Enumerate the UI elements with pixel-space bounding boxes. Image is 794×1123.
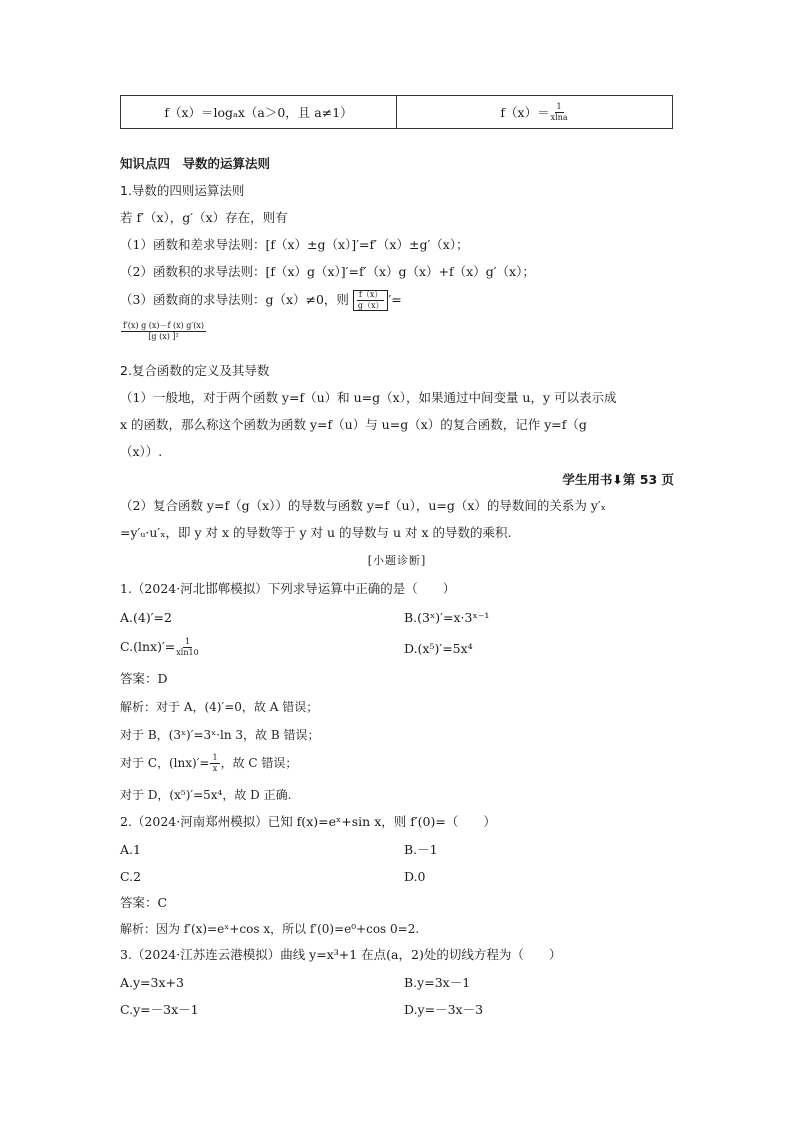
composite-deriv-line1: （2）复合函数 y=f（g（x））的导数与函数 y=f（u），u=g（x）的导数间的关系为 y′ₓ <box>120 498 607 513</box>
fraction-numerator: 1 <box>556 101 562 111</box>
table-right-fraction <box>551 103 568 122</box>
subheading-composite: 2.复合函数的定义及其导数 <box>120 363 270 378</box>
question-2-option-a: A.1 <box>120 842 141 857</box>
quotient-bracket <box>353 290 388 311</box>
composite-deriv-line2: =y′ᵤ·u′ₓ，即 y 对 x 的导数等于 y 对 u 的导数与 u 对 x 的导数的乘积. <box>120 525 512 540</box>
fraction-numerator: f（x） <box>358 290 383 299</box>
quotient-result <box>120 322 207 341</box>
analysis-c-text: 对于 C，(lnx)′= <box>120 756 210 770</box>
fraction-denominator: g（x） <box>357 301 384 310</box>
question-1-option-c <box>120 638 200 657</box>
rule-sum-difference: （1）函数和差求导法则：[f（x）±g（x）]′=f′（x）±g′（x）； <box>120 237 469 252</box>
fraction-denominator: x <box>212 764 218 773</box>
rule-product: （2）函数积的求导法则：[f（x）g（x）]′=f′（x）g（x）+f（x）g′（x）； <box>120 264 535 279</box>
quotient-fraction <box>357 291 384 310</box>
analysis-c-suffix: ，故 C 错误； <box>220 756 298 770</box>
question-1-answer: 答案：D <box>120 671 168 686</box>
table-cell-right <box>396 96 672 128</box>
rule-quotient <box>120 290 402 311</box>
fraction-numerator: 1 <box>184 637 191 646</box>
analysis-c-fraction <box>210 754 219 773</box>
fraction-denominator: [g (x) ]² <box>148 332 179 341</box>
fraction-denominator: xln10 <box>176 648 199 657</box>
rule-quotient-suffix: ′= <box>388 292 402 307</box>
question-2-stem: 2.（2024·河南郑州模拟）已知 f(x)=eˣ+sin x，则 f′(0)=（ ） <box>120 814 496 829</box>
rule-quotient-prefix: （3）函数商的求导法则：g（x）≠0，则 <box>120 292 349 307</box>
question-2-option-b: B.－1 <box>404 842 438 857</box>
composite-def-line1: （1）一般地，对于两个函数 y=f（u）和 u=g（x），如果通过中间变量 u，y 可以表示成 <box>120 390 617 405</box>
table-right-prefix: f（x）＝ <box>500 105 550 120</box>
rules-intro: 若 f′（x），g′（x）存在，则有 <box>120 210 288 225</box>
practice-tag: [小题诊断] <box>367 554 427 567</box>
question-2-option-c: C.2 <box>120 869 142 884</box>
question-3-stem: 3.（2024·江苏连云港模拟）曲线 y=x³+1 在点(a，2)处的切线方程为（ ） <box>120 947 562 962</box>
fraction-denominator: xlna <box>550 112 568 122</box>
question-1-analysis-b: 对于 B，(3ˣ)′=3ˣ·ln 3，故 B 错误； <box>120 728 320 742</box>
question-2-analysis: 解析：因为 f′(x)=eˣ+cos x，所以 f′(0)=e⁰+cos 0=2. <box>120 922 420 936</box>
question-1-option-b: B.(3ˣ)′=x·3ˣ⁻¹ <box>404 610 490 625</box>
question-2-answer: 答案：C <box>120 895 168 910</box>
subheading-arith-rules: 1.导数的四则运算法则 <box>120 183 245 198</box>
question-1-analysis-c <box>120 754 297 773</box>
option-c-text: C.(lnx)′= <box>120 639 176 654</box>
option-c-fraction <box>176 638 198 657</box>
table-cell-left: f（x）＝logₐx（a＞0，且 a≠1） <box>164 105 353 120</box>
page-reference: 学生用书⬇第 53 页 <box>562 472 674 487</box>
question-1-analysis-d: 对于 D，(x⁵)′=5x⁴，故 D 正确. <box>120 788 292 802</box>
fraction-numerator: f′(x) g (x)－f (x) g′(x) <box>123 321 204 330</box>
question-3-option-d: D.y=－3x－3 <box>404 1002 484 1017</box>
question-1-option-d: D.(x⁵)′=5x⁴ <box>404 641 473 656</box>
composite-def-line3: （x））. <box>120 444 163 459</box>
fraction-numerator: 1 <box>212 753 218 762</box>
question-1-stem: 1.（2024·河北邯郸模拟）下列求导运算中正确的是（ ） <box>120 581 456 596</box>
question-3-option-a: A.y=3x+3 <box>120 975 184 990</box>
question-3-option-c: C.y=－3x－1 <box>120 1002 199 1017</box>
question-3-option-b: B.y=3x－1 <box>404 975 471 990</box>
composite-def-line2: x 的函数，那么称这个函数为函数 y=f（u）与 u=g（x）的复合函数，记作 y=f（g <box>120 417 587 432</box>
formula-table-row <box>120 95 673 129</box>
section-heading: 知识点四 导数的运算法则 <box>120 156 271 171</box>
question-1-option-a: A.(4)′=2 <box>120 610 172 625</box>
quotient-result-fraction <box>121 322 206 341</box>
question-1-analysis-a: 解析：对于 A，(4)′=0，故 A 错误； <box>120 700 319 714</box>
question-2-option-d: D.0 <box>404 869 426 884</box>
